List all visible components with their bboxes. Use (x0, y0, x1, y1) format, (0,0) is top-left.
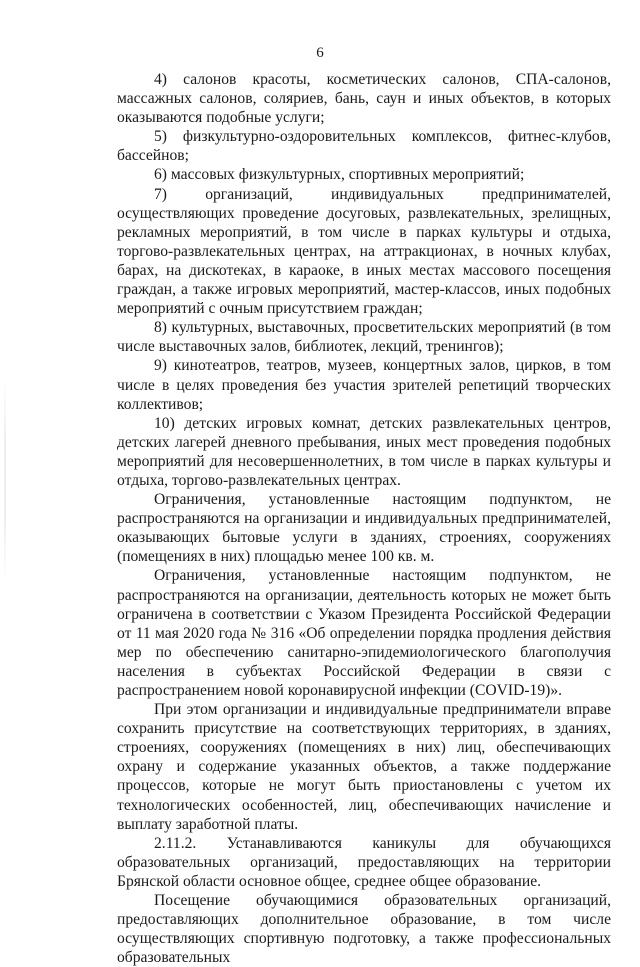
paragraph-item-7: 7) организаций, индивидуальных предпринимателей, осуществляющих проведение досуговых, развлекательных, зрелищных, рекламных мероприятий, в том числе в парках культуры и отдыха, торгово-развлекательных центрах, на аттракционах, в ночных клубах, барах, на дискотеках, в караоке, в иных местах массового посещения граждан, а также игровых мероприятий, мастер-классов, иных подобных мероприятий с очным присутствием граждан; (117, 185, 611, 318)
paragraph-additional-education: Посещение обучающимися образовательных организаций, предоставляющих дополнительное образование, в том числе осуществляющих спортивную подготовку, а также профессиональных образовательных (117, 892, 611, 967)
paragraph-item-6: 6) массовых физкультурных, спортивных мероприятий; (154, 166, 525, 184)
paragraph-item-5: 5) физкультурно-оздоровительных комплексов, фитнес-клубов, бассейнов; (117, 128, 611, 165)
scan-edge-shadow (4, 380, 6, 580)
paragraph-exception-services: Ограничения, установленные настоящим подпунктом, не распространяются на организации и индивидуальных предпринимателей, оказывающих бытовые услуги в зданиях, строениях, сооружениях (помещениях в них) площадью менее 100 кв. м. (117, 491, 611, 566)
paragraph-item-10: 10) детских игровых комнат, детских развлекательных центров, детских лагерей дневного пребывания, иных мест проведения подобных мероприятий для несовершеннолетних, в том числе в парках культуры и отдыха, торгово-развлекательных центрах. (117, 414, 611, 489)
paragraph-item-9: 9) кинотеатров, театров, музеев, концертных залов, цирков, в том числе в целях проведения без участия зрителей репетиций творческих коллективов; (117, 357, 611, 413)
paragraph-staff-presence: При этом организации и индивидуальные предприниматели вправе сохранить присутствие на соответствующих территориях, в зданиях, строениях, сооружениях (помещениях в них) лиц, обеспечивающих охрану и содержание указанных объектов, а также поддержание процессов, которые не могут быть приостановлены с учетом их технологических особенностей, лиц, обеспечивающих начисление и выплату заработной платы. (117, 701, 611, 833)
paragraph-exception-decree: Ограничения, установленные настоящим подпунктом, не распространяются на организации, деятельность которых не может быть ограничена в соответствии с Указом Президента Российской Федерации от 11 мая 2020 года № 316 «Об определении порядка продления действия мер по обеспечению санитарно-эпидемиологического благополучия населения в субъектах Российской Федерации в связи с распространением новой коронавирусной инфекции (COVID-19)». (117, 567, 611, 699)
paragraph-item-4: 4) салонов красоты, косметических салонов, СПА-салонов, массажных салонов, соляриев, бань, саун и иных объектов, в которых оказываются подобные услуги; (117, 71, 611, 127)
paragraph-section-2-11-2: 2.11.2. Устанавливаются каникулы для обучающихся образовательных организаций, предоставляющих на территории Брянской области основное общее, среднее общее образование. (117, 834, 611, 890)
page-number: 6 (316, 45, 324, 61)
paragraph-item-8: 8) культурных, выставочных, просветительских мероприятий (в том числе выставочных залов, библиотек, лекций, тренингов); (117, 319, 611, 356)
document-body (117, 70, 611, 967)
